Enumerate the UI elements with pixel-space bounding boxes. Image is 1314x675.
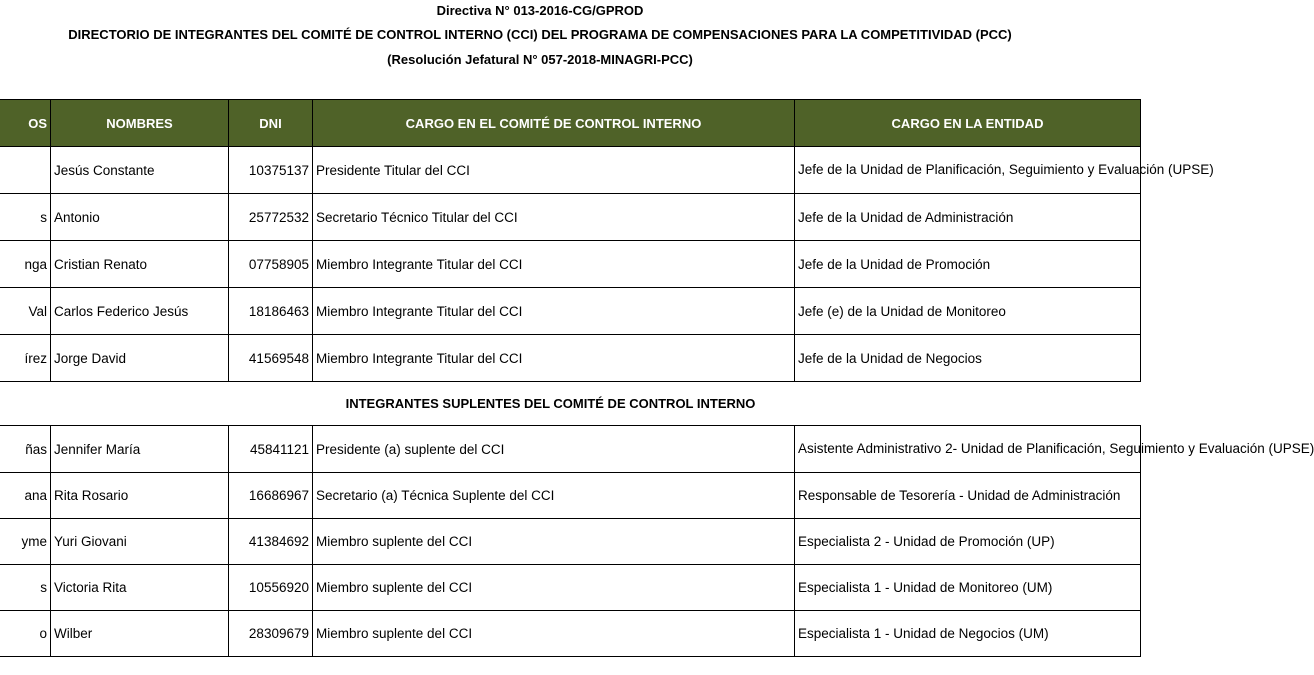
cell-nombres: Jorge David <box>51 335 229 382</box>
col-header-cargo-entidad: CARGO EN LA ENTIDAD <box>795 100 1141 147</box>
cell-nombres: Rita Rosario <box>51 473 229 519</box>
cell-cargo-cci: Presidente Titular del CCI <box>313 147 795 194</box>
cell-cargo-cci: Secretario Técnico Titular del CCI <box>313 194 795 241</box>
cell-cargo-cci: Presidente (a) suplente del CCI <box>313 426 795 473</box>
cell-apellidos: s <box>0 194 51 241</box>
cell-nombres: Victoria Rita <box>51 565 229 611</box>
cell-apellidos: Val <box>0 288 51 335</box>
cell-cargo-cci: Miembro Integrante Titular del CCI <box>313 288 795 335</box>
cell-dni: 10556920 <box>229 565 313 611</box>
directory-title: DIRECTORIO DE INTEGRANTES DEL COMITÉ DE CONTROL INTERNO (CCI) DEL PROGRAMA DE COMPENSACIONES PARA LA COMPETITIVIDAD (PCC) <box>68 27 1012 42</box>
cell-nombres: Wilber <box>51 611 229 657</box>
table-row <box>0 241 1141 288</box>
cell-dni: 10375137 <box>229 147 313 194</box>
cell-apellidos: nga <box>0 241 51 288</box>
cell-apellidos: ñas <box>0 426 51 473</box>
cell-cargo-cci: Secretario (a) Técnica Suplente del CCI <box>313 473 795 519</box>
resolution-subtitle: (Resolución Jefatural N° 057-2018-MINAGRI-PCC) <box>387 52 693 67</box>
cell-nombres: Yuri Giovani <box>51 519 229 565</box>
cell-dni: 28309679 <box>229 611 313 657</box>
col-header-nombres: NOMBRES <box>51 100 229 147</box>
cell-nombres: Antonio <box>51 194 229 241</box>
cell-nombres: Jennifer María <box>51 426 229 473</box>
cell-nombres: Carlos Federico Jesús <box>51 288 229 335</box>
table-row <box>0 426 1141 473</box>
table-row <box>0 473 1141 519</box>
cell-apellidos: yme <box>0 519 51 565</box>
cell-cargo-entidad: Especialista 1 - Unidad de Negocios (UM) <box>795 611 1141 657</box>
cell-apellidos <box>0 147 51 194</box>
cell-cargo-entidad: Especialista 1 - Unidad de Monitoreo (UM) <box>795 565 1141 611</box>
cell-cargo-entidad: Jefe de la Unidad de Promoción <box>795 241 1141 288</box>
cell-cargo-cci: Miembro Integrante Titular del CCI <box>313 241 795 288</box>
suplentes-section-title: INTEGRANTES SUPLENTES DEL COMITÉ DE CONTROL INTERNO <box>0 382 1141 426</box>
cell-dni: 07758905 <box>229 241 313 288</box>
table-row <box>0 335 1141 382</box>
cell-apellidos: s <box>0 565 51 611</box>
cell-cargo-entidad: Responsable de Tesorería - Unidad de Administración <box>795 473 1141 519</box>
table-row <box>0 611 1141 657</box>
col-header-dni: DNI <box>229 100 313 147</box>
cell-dni: 25772532 <box>229 194 313 241</box>
cell-cargo-entidad: Especialista 2 - Unidad de Promoción (UP) <box>795 519 1141 565</box>
cell-dni: 41384692 <box>229 519 313 565</box>
col-header-cargo-cci: CARGO EN EL COMITÉ DE CONTROL INTERNO <box>313 100 795 147</box>
cell-apellidos: ana <box>0 473 51 519</box>
table-header-row <box>0 100 1141 147</box>
cell-cargo-cci: Miembro suplente del CCI <box>313 519 795 565</box>
cell-cargo-cci: Miembro suplente del CCI <box>313 611 795 657</box>
table-row <box>0 519 1141 565</box>
cell-nombres: Cristian Renato <box>51 241 229 288</box>
cell-nombres: Jesús Constante <box>51 147 229 194</box>
section-row <box>0 382 1141 426</box>
cell-cargo-cci: Miembro suplente del CCI <box>313 565 795 611</box>
cell-dni: 41569548 <box>229 335 313 382</box>
table-row <box>0 194 1141 241</box>
cell-cargo-cci: Miembro Integrante Titular del CCI <box>313 335 795 382</box>
table-row <box>0 565 1141 611</box>
cell-cargo-entidad: Jefe de la Unidad de Administración <box>795 194 1141 241</box>
directive-title: Directiva N° 013-2016-CG/GPROD <box>436 3 644 18</box>
cell-apellidos: o <box>0 611 51 657</box>
cell-cargo-entidad: Asistente Administrativo 2- Unidad de Planificación, Seguimiento y Evaluación (UPSE) <box>795 426 1141 473</box>
col-header-apellidos: OS <box>0 100 51 147</box>
cell-cargo-entidad: Jefe de la Unidad de Planificación, Seguimiento y Evaluación (UPSE) <box>795 147 1141 194</box>
table-row <box>0 147 1141 194</box>
cell-apellidos: írez <box>0 335 51 382</box>
cell-dni: 45841121 <box>229 426 313 473</box>
table-row <box>0 288 1141 335</box>
cell-cargo-entidad: Jefe (e) de la Unidad de Monitoreo <box>795 288 1141 335</box>
cell-dni: 16686967 <box>229 473 313 519</box>
cell-dni: 18186463 <box>229 288 313 335</box>
cell-cargo-entidad: Jefe de la Unidad de Negocios <box>795 335 1141 382</box>
members-table <box>0 99 1314 657</box>
